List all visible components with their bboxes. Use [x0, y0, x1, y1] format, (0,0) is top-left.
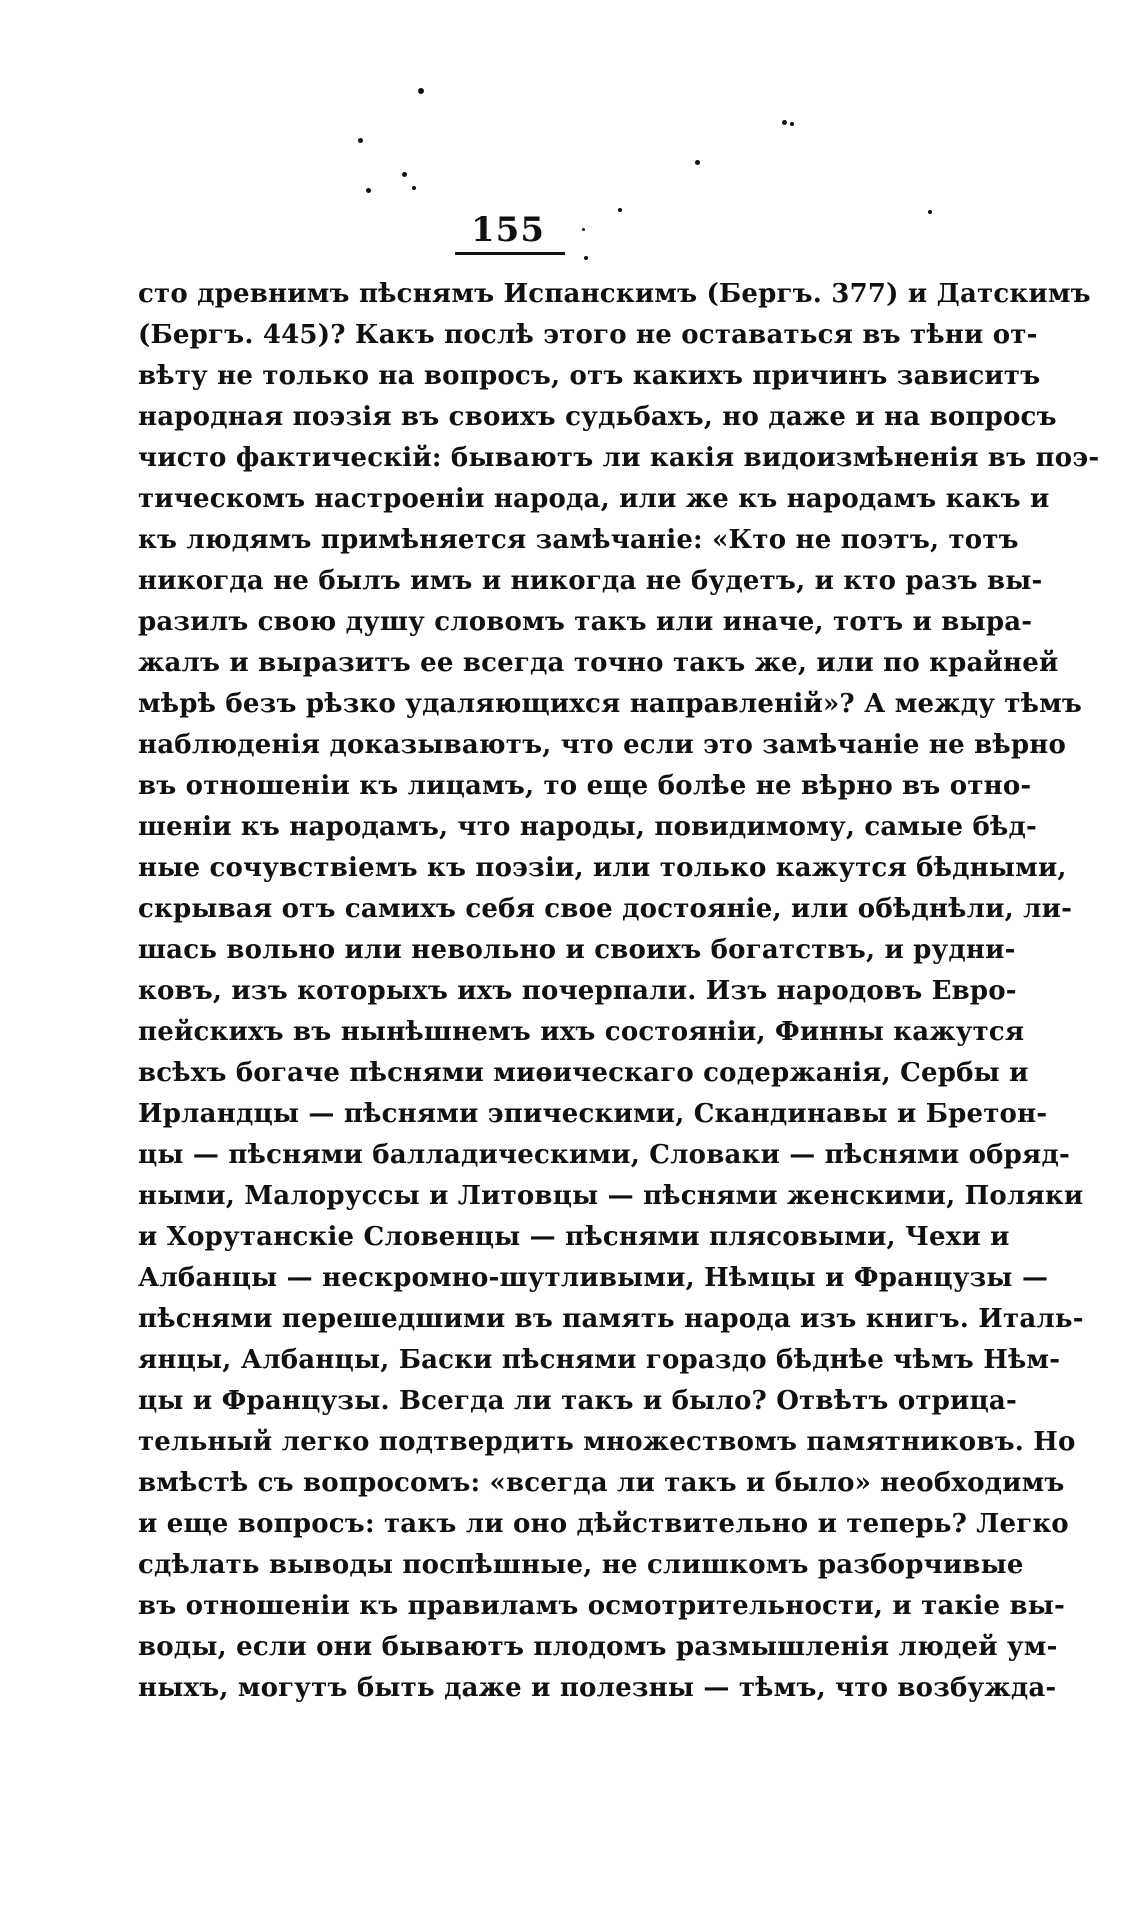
ink-speck	[358, 138, 363, 143]
text-line: тельный легко подтвердить множествомъ памятниковъ. Но	[138, 1427, 1076, 1457]
text-line: шеніи къ народамъ, что народы, повидимому, самые бѣд-	[138, 812, 1037, 842]
text-line: и еще вопросъ: такъ ли оно дѣйствительно и теперь? Легко	[138, 1509, 1069, 1539]
text-line: сдѣлать выводы поспѣшные, не слишкомъ разборчивые	[138, 1550, 1024, 1580]
page-number-rule	[455, 252, 565, 255]
text-line: къ людямъ примѣняется замѣчаніе: «Кто не поэтъ, тотъ	[138, 525, 1019, 555]
page-number: 155	[471, 210, 545, 250]
ink-speck	[584, 256, 588, 260]
text-line: цы и Французы. Всегда ли такъ и было? Отвѣтъ отрица-	[138, 1386, 1017, 1416]
text-line: Ирландцы — пѣснями эпическими, Скандинавы и Бретон-	[138, 1099, 1048, 1129]
text-line: всѣхъ богаче пѣснями миѳическаго содержанія, Сербы и	[138, 1058, 1029, 1088]
text-line: мѣрѣ безъ рѣзко удаляющихся направленій»? А между тѣмъ	[138, 689, 1083, 719]
text-line: никогда не былъ имъ и никогда не будетъ, и кто разъ вы-	[138, 566, 1043, 596]
text-line: и Хорутанскіе Словенцы — пѣснями плясовыми, Чехи и	[138, 1222, 1010, 1252]
text-line: ныхъ, могутъ быть даже и полезны — тѣмъ, что возбужда-	[138, 1673, 1057, 1703]
text-line: разилъ свою душу словомъ такъ или иначе, тотъ и выра-	[138, 607, 1033, 637]
text-line: ными, Малоруссы и Литовцы — пѣснями женскими, Поляки	[138, 1181, 1084, 1211]
text-line: скрывая отъ самихъ себя свое достояніе, или обѣднѣли, ли-	[138, 894, 1073, 924]
text-line: тическомъ настроеніи народа, или же къ народамъ какъ и	[138, 484, 1050, 514]
ink-speck	[782, 120, 787, 125]
ink-speck	[418, 88, 424, 94]
text-line: сто древнимъ пѣснямъ Испанскимъ (Бергъ. 377) и Датскимъ	[138, 279, 1091, 309]
ink-speck	[618, 208, 622, 212]
ink-speck	[402, 172, 407, 177]
ink-speck	[695, 160, 700, 165]
text-line: пейскихъ въ нынѣшнемъ ихъ состояніи, Финны кажутся	[138, 1017, 1025, 1047]
text-line: ные сочувствіемъ къ поэзіи, или только кажутся бѣдными,	[138, 853, 1067, 883]
text-line: наблюденія доказываютъ, что если это замѣчаніе не вѣрно	[138, 730, 1067, 760]
text-line: въ отношеніи къ лицамъ, то еще болѣе не вѣрно въ отно-	[138, 771, 1032, 801]
text-line: ковъ, изъ которыхъ ихъ почерпали. Изъ народовъ Евро-	[138, 976, 1017, 1006]
body-text	[138, 274, 1100, 1709]
text-line: янцы, Албанцы, Баски пѣснями гораздо бѣднѣе чѣмъ Нѣм-	[138, 1345, 1061, 1375]
text-line: шась вольно или невольно и своихъ богатствъ, и рудни-	[138, 935, 1016, 965]
text-line: жалъ и выразитъ ее всегда точно такъ же, или по крайней	[138, 648, 1059, 678]
ink-speck	[412, 186, 416, 190]
text-line: вмѣстѣ съ вопросомъ: «всегда ли такъ и было» необходимъ	[138, 1468, 1065, 1498]
ink-speck	[790, 122, 794, 126]
text-line: пѣснями перешедшими въ память народа изъ книгъ. Италь-	[138, 1304, 1084, 1334]
ink-speck	[928, 210, 932, 214]
ink-speck	[366, 188, 371, 193]
text-line: Албанцы — нескромно-шутливыми, Нѣмцы и Французы —	[138, 1263, 1049, 1293]
text-line: чисто фактическій: бываютъ ли какія видоизмѣненія въ поэ-	[138, 443, 1100, 473]
text-line: воды, если они бываютъ плодомъ размышленія людей ум-	[138, 1632, 1058, 1662]
text-line: цы — пѣснями балладическими, Словаки — пѣснями обряд-	[138, 1140, 1070, 1170]
ink-speck	[582, 228, 585, 231]
text-line: (Бергъ. 445)? Какъ послѣ этого не оставаться въ тѣни от-	[138, 320, 1038, 350]
text-line: народная поэзія въ своихъ судьбахъ, но даже и на вопросъ	[138, 402, 1057, 432]
text-line: въ отношеніи къ правиламъ осмотрительности, и такіе вы-	[138, 1591, 1066, 1621]
text-line: вѣту не только на вопросъ, отъ какихъ причинъ зависитъ	[138, 361, 1041, 391]
